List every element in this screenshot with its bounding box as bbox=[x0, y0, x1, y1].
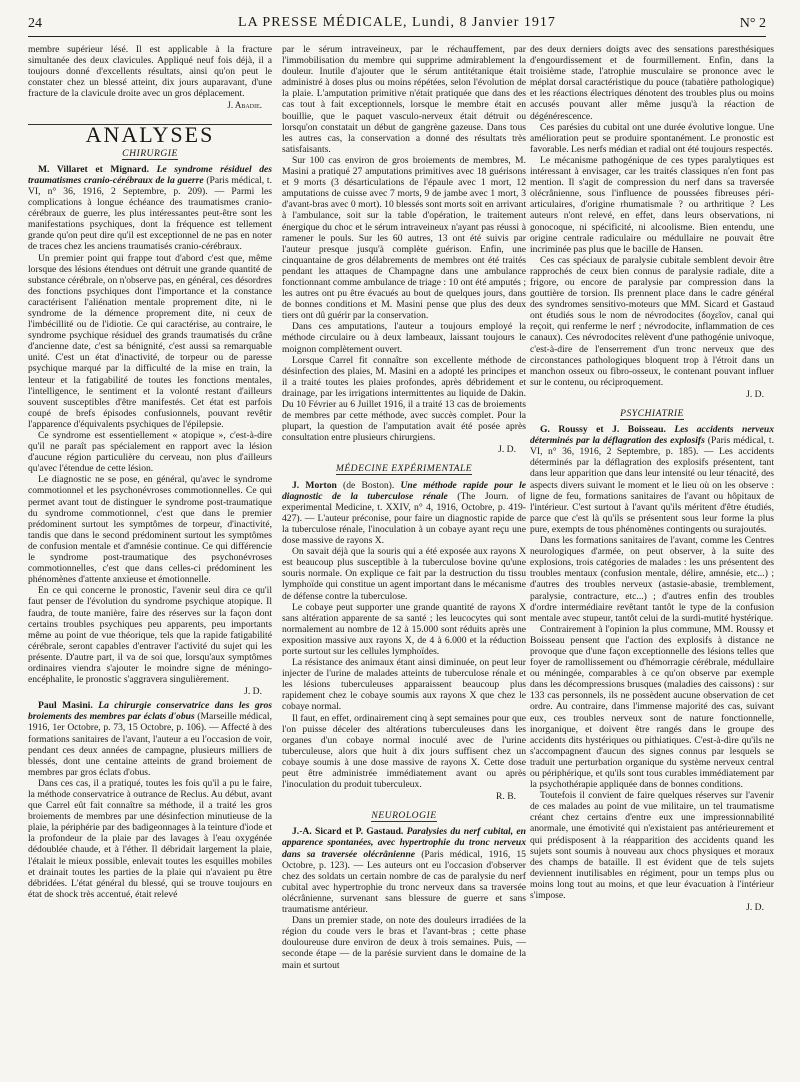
column-left bbox=[28, 44, 272, 900]
article-intro: Paul Masini. La chirurgie conservatrice dans les gros broiements des membres par éclats d'obus (Marseille médical, 1916, 1er Octobre, p. 73, 15 Octobre, p. 106). — Affecté à des formations sanitaires de l'avant, l'auteur a eu l'occasion de voir, pendant ces deux années de campagne, plusieurs milliers de blessés, dont une centaine atteints de grand broiement de membres par gros éclats d'obus. bbox=[28, 700, 272, 778]
signature: J. D. bbox=[746, 902, 764, 914]
column-right bbox=[530, 44, 774, 916]
article-intro: G. Roussy et J. Boisseau. Les accidents nerveux déterminés par la déflagration des explosifs (Paris médical, t. VI, n° 36, 1916, 2 Septembre, p. 185). — Les accidents déterminés par la déflagration des explosifs présentent, tant dans leur apparition que dans leur intensité ou leur ténacité, des aspects divers suivant le moment et le lieu où on les observe : ligne de feu, formations sanitaires de l'avant ou hôpitaux de l'intérieur. C'est surtout à l'avant qu'ils méritent d'être étudiés, parce que c'est là qu'ils se présentent sous leur forme la plus pure, exempts de tous phénomènes contingents ou surajoutés. bbox=[530, 424, 774, 535]
analyses-heading: ANALYSES bbox=[85, 121, 215, 147]
signature: J. Abadie. bbox=[227, 100, 262, 111]
section-heading-neurologie: NEUROLOGIE bbox=[371, 810, 437, 822]
paragraph: On savait déjà que la souris qui a été exposée aux rayons X est beaucoup plus susceptible à la tuberculose bovine qu'une souris normale. On explique ce fait par la destruction du tissu lymphoïde qui constitue un agent important dans le mécanisme de défense contre la tuberculose. bbox=[282, 546, 526, 602]
paragraph: La résistance des animaux étant ainsi diminuée, on peut leur injecter de l'urine de malades atteints de tuberculose rénale et les lésions tuberculeuses apparaissent beaucoup plus rapidement chez le cobaye soumis aux rayons X que chez le cobaye normal. bbox=[282, 657, 526, 713]
article-intro: J.-A. Sicard et P. Gastaud. Paralysies du nerf cubital, en apparence spontanées, avec hypertrophie du tronc nerveux dans sa traversée olécrânienne (Paris médical, 1916, 15 Octobre, p. 123). — Les auteurs ont eu l'occasion d'observer chez des soldats un certain nombre de cas de paralysie du nerf cubital avec hypertrophie du tronc nerveux dans sa traversée olécrânienne, survenant sans blessure de guerre et sans traumatisme antérieur. bbox=[282, 826, 526, 916]
section-heading-medecine-experimentale: MÉDECINE EXPÉRIMENTALE bbox=[335, 463, 473, 475]
signature: J. D. bbox=[498, 444, 516, 456]
paragraph: Sur 100 cas environ de gros broiements de membres, M. Masini a pratiqué 27 amputations primitives avec 18 guérisons et 9 morts (3 désarticulations de l'épaule avec 1 mort, 12 amputations de cuisse avec 7 morts, 9 de jambe avec 1 mort, 3 d'avant-bras avec 0 mort). 10 blessés sont morts soit en arrivant à l'ambulance, soit sur la table d'opération, le traitement énergique du choc et le sérum intraveineux n'ayant pas réussi à ramener le pouls. Sur les 60 autres, 13 ont été suivis par l'auteur presque jusqu'à complète guérison. Enfin, une cinquantaine de gros délabrements de membres ont été traités pendant les attaques de Champagne dans une ambulance fonctionnant comme ambulance de triage : 10 ont été amputés ; les autres ont pu être évacués au bout de quelques jours, dans de bonnes conditions et M. Masini pense que plus des deux tiers ont dû guérir par la conservation. bbox=[282, 154, 526, 322]
paragraph: Le cobaye peut supporter une grande quantité de rayons X sans altération apparente de sa santé ; les leucocytes qui sont normalement au nombre de 12 à 15.000 sont réduits après une exposition massive aux rayons X, de 4 à 6.000 et la réduction porte surtout sur les cellules lymphoïdes. bbox=[282, 601, 526, 657]
paragraph: Ces parésies du cubital ont une durée évolutive longue. Une amélioration peut se produire spontanément. Le pronostic est favorable. Les nerfs médian et radial ont été toujours respectés. bbox=[530, 121, 774, 155]
paragraph: En ce qui concerne le pronostic, l'avenir seul dira ce qu'il faut penser de l'évolution du syndrome psychique atopique. Il faudra, de toute manière, faire des réserves sur la façon dont certains troubles psychiques peu apparents, peu importants même au point de vue théorique, tels que la rapide fatigabilité cérébrale, seront capables d'entraver l'activité du sujet qui les présente. D'autre part, il va de soi que, lorsqu'aux symptômes ordinaires viendra s'ajouter le moindre signe de méningo-encéphalite, le pronostic s'aggravera singulièrement. bbox=[28, 585, 272, 686]
paragraph: Le mécanisme pathogénique de ces types paralytiques est intéressant à envisager, car les traités classiques n'en font pas mention. Il s'agit de compression du nerf dans sa traversée olécrânienne, sous l'influence de poussées fibreuses péri-articulaires, d'origine rhumatismale ? ou arthritique ? Les auteurs n'ont relevé, en effet, dans leurs observations, ni gonocoque, ni spécificité, ni alcoolisme. Bien entendu, une origine centrale radiculaire ou médullaire ne pouvait être incriminée pas plus que le bacille de Hansen. bbox=[530, 154, 774, 255]
issue-number: N° 2 bbox=[739, 16, 766, 31]
paragraph: Toutefois il convient de faire quelques réserves sur l'avenir de ces malades au point de vue militaire, un tel traumatisme créant chez certains d'entre eux une impressionnabilité anormale, une émotivité qui n'existaient pas antérieurement et qui prédisposent à la réapparition des accidents quand les sujets sont soumis à nouveau aux chocs physiques et moraux des champs de bataille. Il est évident que de tels sujets deviennent inutilisables en régiment, pour un temps plus ou moins long tout au moins, et que leur évacuation à l'intérieur s'impose. bbox=[530, 790, 774, 902]
paragraph: Dans ces cas, il a pratiqué, toutes les fois qu'il a pu le faire, la méthode conservatrice à outrance de Reclus. Au début, avant que Carrel eût fait connaître sa méthode, il a traité les gros broiements de membres par une désinfection minutieuse de la plaie, la périphérie par des badigeonnages à la teinture d'iode et la profondeur de la plaie par des lavages à l'eau oxygénée dédoublée chaude, et à l'éther. Il débridait largement la plaie, l'étalait le mieux possible, enlevait toutes les esquilles mobiles et drainait toutes les parties de la plaie qui n'avaient pu être débridées. L'état général du blessé, qui se trouve toujours en état de shock très accentué, était relevé bbox=[28, 777, 272, 900]
article-intro: J. Morton (de Boston). Une méthode rapide pour le diagnostic de la tuberculose rénale (The Journ. of experimental Medicine, t. XXIV, n° 4, 1916, Octobre, p. 419-427). — L'auteur préconise, pour faire un diagnostic rapide de la tuberculose rénale, l'inoculation à un cobaye ayant reçu une dose massive de rayons X. bbox=[282, 479, 527, 547]
section-heading-psychiatrie: PSYCHIATRIE bbox=[620, 408, 684, 419]
paragraph: membre supérieur lésé. Il est applicable à la fracture simultanée des deux clavicules. Appliqué neuf fois déjà, il a toujours donné d'excellents résultats, ainsi qu'on peut le constater chez un blessé atteint, dix jours auparavant, d'une fracture de la clavicule droite avec un gros déplacement. bbox=[28, 44, 272, 100]
paragraph: Dans ces amputations, l'auteur a toujours employé la méthode circulaire ou à deux lambeaux, laissant toujours le moignon complètement ouvert. bbox=[282, 321, 526, 355]
section-heading-chirurgie: CHIRURGIE bbox=[122, 147, 178, 159]
signature: J. D. bbox=[746, 388, 764, 400]
article-intro: M. Villaret et Mignard. Le syndrome résiduel des traumatismes cranio-cérébraux de la guerre (Paris médical, t. VI, n° 36, 1916, 2 Septembre, p. 209). — Parmi les complications à longue échéance des traumatismes cranio-cérébraux de guerre, les plus intéressantes peut-être sont les manifestations psychiques, dont la fréquence est tellement grande qu'on peut dire qu'il est exceptionnel de ne pas en noter de traces chez les anciens traumatisés cranio-cérébraux. bbox=[28, 163, 272, 253]
signature: J. D. bbox=[244, 686, 262, 698]
paragraph: Le diagnostic ne se pose, en général, qu'avec le syndrome commotionnel et les psychonévroses commotionnelles. Ce qui permet avant tout de distinguer le syndrome post-traumatique du syndrome commotionnel, c'est que dans le premier prédominent surtout les symptômes de torpeur, d'inactivité, tandis que dans le second prédominent surtout les symptômes de confusion mentale et d'amnésie continue. Ce qui différencie le syndrome post-traumatique des psychonévroses commotionnelles, c'est que dans celles-ci prédominent les phénomènes d'attente anxieuse et émotionnelle. bbox=[28, 474, 272, 586]
paragraph: Dans les formations sanitaires de l'avant, comme les Centres neurologiques d'armée, on peut observer, à la suite des explosions, trois catégories de malades : les uns présentent des troubles mentaux (confusion mentale, délire, amnésie, etc...) ; d'autres des troubles nerveux (astasie-abasie, tremblement, paralysie, contracture, etc...) ; d'autres enfin des troubles d'ordre intermédiaire revêtant tantôt le type de la confusion mentale avec stupeur, tantôt celui de la surdi-mutité hystérique. bbox=[530, 535, 774, 624]
journal-title: LA PRESSE MÉDICALE, Lundi, 8 Janvier 1917 bbox=[238, 15, 556, 30]
paragraph: Ces cas spéciaux de paralysie cubitale semblent devoir être rapprochés de ceux bien connus de paralysie radiale, dite a frigore, ou encore de paralysie par compression dans la gouttière de torsion. Ils prennent place dans le cadre général des syndromes sensitivo-moteurs que MM. Sicard et Gastaud ont étudiés sous le nom de névrodocites (δοχεῖον, canal qui reçoit, qui renferme le nerf ; névrodocite, inflammation de ces canaux). Ces névrodocites relèvent d'une pathogénie univoque, c'est-à-dire de l'enserrement d'un tronc nerveux que des circonstances pathologiques bloquent trop à l'étroit dans un manchon osseux ou fibro-osseux, le contenant pouvant influer sur le contenu, ou réciproquement. bbox=[530, 254, 774, 388]
paragraph: Ce syndrome est essentiellement « atopique », c'est-à-dire qu'il ne paraît pas spécialement en rapport avec la lésion d'aucune région particulière du cerveau, non plus d'ailleurs qu'avec l'étendue de cette lésion. bbox=[28, 430, 272, 475]
paragraph: Contrairement à l'opinion la plus commune, MM. Roussy et Boisseau pensent que l'action des explosifs à distance ne provoque que d'une façon exceptionnelle des lésions telles que foyer de ramollissement ou d'hémorragie cérébrale, médullaire ou méningée, comparables à ce qu'on observe par exemple dans les décompressions brusques (maladies des caissons) : sur 133 cas personnels, ils ne possèdent aucune observation de cet ordre. Au contraire, dans l'immense majorité des cas, suivant eux, ces troubles nerveux sont de nature fonctionnelle, inorganique, et doivent être rangés dans le groupe des accidents dits hystériques ou pithiatiques. C'est-à-dire qu'ils ne s'accompagnent d'aucun des signes connus par lesquels se traduit une perturbation organique du système nerveux central ou périphérique, et qu'ils sont tous curables immédiatement par la psychothérapie appliquée dans de bonnes conditions. bbox=[530, 623, 774, 791]
page-number: 24 bbox=[28, 16, 42, 31]
paragraph: Il faut, en effet, ordinairement cinq à sept semaines pour que l'on puisse déceler des altérations tuberculeuses dans les organes d'un cobaye normal inoculé avec de l'urine tuberculeuse, alors que huit à dix jours suffisent chez un cobaye soumis à une dose massive de rayons X. Cette dose peut être administrée immédiatement avant ou après l'inoculation du produit tuberculeux. bbox=[282, 712, 526, 791]
paragraph: Un premier point qui frappe tout d'abord c'est que, même lorsque des lésions étendues ont détruit une grande quantité de substance cérébrale, on n'observe pas, en général, ces désordres des fonctions psychiques dont l'importance et la constance caractérisent l'aliénation mentale proprement dite, ni le syndrome de la démence proprement dite, ni ceux de l'imbécillité ou de l'idiotie. Ce qui caractérise, au contraire, le syndrome psychique résiduel des grands traumatisés du crâne d'ancienne date, c'est sa bénignité, c'est aussi sa remarquable unité. C'est un état d'inactivité, de torpeur ou de paresse psychique marqué par la difficulté de la mise en train, la lenteur et la fatigabilité de toutes les fonctions mentales, l'intelligence, le sentiment et la volonté restant d'ailleurs souvent susceptibles d'être manifestés. Cet état est parfois coupé de brefs épisodes confusionnels, pouvant revêtir l'apparence d'équivalents psychiques de l'épilepsie. bbox=[28, 252, 272, 430]
paragraph: des deux derniers doigts avec des sensations paresthésiques d'engourdissement et de fourmillement. Enfin, dans la troisième stade, l'atrophie musculaire se prononce avec le méplat dorsal caractéristique du pouce (tabatière pathologique) et les réactions électriques dénotent des troubles plus ou moins accusés pouvant aller même jusqu'à la réaction de dégénérescence. bbox=[530, 44, 774, 122]
signature: R. B. bbox=[496, 791, 516, 803]
paragraph: Dans un premier stade, on note des douleurs irradiées de la région du coude vers le bras et l'avant-bras ; cette phase douloureuse dure environ de deux à trois semaines. Puis, — seconde étape — de la parésie survient dans le domaine de la main et surtout bbox=[282, 915, 526, 971]
paragraph: par le sérum intraveineux, par le réchauffement, par l'immobilisation du membre qui supprime admirablement la douleur. Inutile d'ajouter que le sérum antitétanique était administré à doses plus ou moins répétées, selon l'évolution de la plaie. L'amputation primitive n'était pratiquée que dans des cas tout à fait exceptionnels, lorsque le membre était en bouillie, que le paquet vasculo-nerveux était détruit ou lorsqu'on constatait un début de gangrène gazeuse. Dans tous les autres cas, la conservation a donné des résultats très satisfaisants. bbox=[282, 44, 526, 155]
page-header bbox=[28, 12, 766, 37]
column-middle bbox=[282, 44, 526, 971]
paragraph: Lorsque Carrel fit connaître son excellente méthode de désinfection des plaies, M. Masini en a adopté les principes et il a traité toutes les plaies profondes, après débridement et drainage, par les irrigations intermittentes au liquide de Dakin. Du 10 Février au 6 Juillet 1916, il a traité 13 cas de broiements de membres par cette méthode, avec succès complet. Pour la plupart, la question de l'amputation avait été posée après consultation entre plusieurs chirurgiens. bbox=[282, 354, 526, 444]
